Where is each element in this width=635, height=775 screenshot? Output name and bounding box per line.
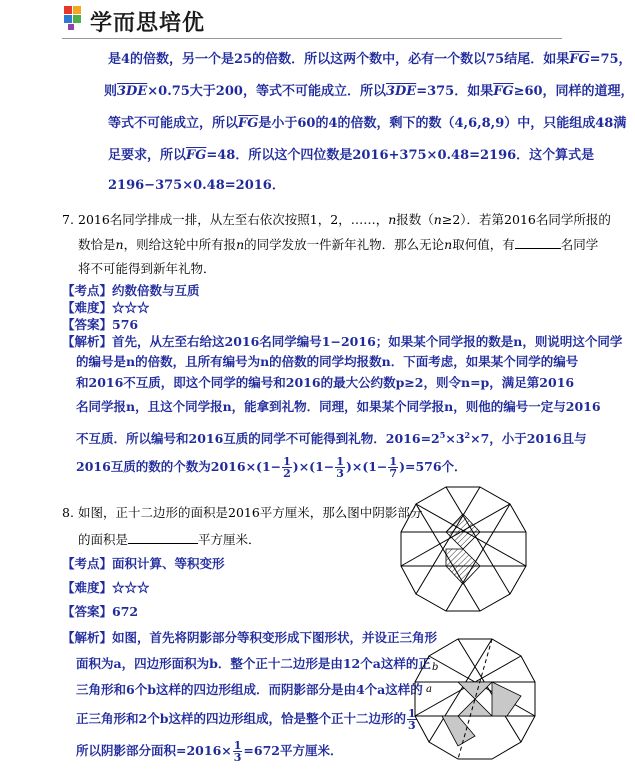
q7-difficulty: 【难度】☆☆☆ bbox=[62, 300, 150, 315]
q7-number: 7. bbox=[62, 212, 74, 227]
q8-number: 8. bbox=[62, 505, 74, 520]
fraction-1-2: $\frac{1}{2}$ bbox=[283, 455, 291, 480]
fraction-1-3: $\frac{1}{3}$ bbox=[407, 707, 416, 732]
label-a: a bbox=[426, 684, 432, 695]
prev-line-5: 2196−375×0.48=2016． bbox=[108, 178, 285, 193]
q7-analysis-6: 2016互质的数的个数为2016×(1− $\frac{1}{2}$ )×(1− $\frac{1}{3}$ )×(1− $\frac{1}{7}$ )=576个． bbox=[76, 455, 467, 480]
q7-analysis-2: 的编号是n的倍数，且所有编号为n的倍数的同学均报数n．下面考虑，如果某个同学的编号 bbox=[76, 354, 579, 369]
q7-line-1: 2016名同学排成一排，从左至右依次按照1，2，……，n报数（n≥2）．若第2016名同学所报的 bbox=[78, 212, 611, 227]
page-header bbox=[0, 0, 635, 42]
logo-icon bbox=[62, 4, 86, 32]
dodecagon-figure-2 bbox=[412, 636, 538, 762]
answer-blank[interactable] bbox=[515, 236, 561, 249]
answer-blank[interactable] bbox=[128, 531, 198, 544]
dodecagon-figure-1 bbox=[398, 484, 528, 614]
q8-topic: 【考点】面积计算、等积变形 bbox=[62, 556, 225, 571]
q7-line-3: 将不可能得到新年礼物． bbox=[78, 261, 216, 276]
q7-analysis-3: 和2016不互质，即这个同学的编号和2016的最大公约数p≥2，则令n=p，满足第2016 bbox=[76, 375, 575, 390]
q8-line-1: 如图，正十二边形的面积是2016平方厘米，那么图中阴影部分 bbox=[78, 505, 423, 520]
q8-analysis-1: 【解析】如图，首先将阴影部分等积变形成下图形状，并设正三角形 bbox=[62, 630, 438, 645]
q8-answer: 【答案】672 bbox=[62, 604, 139, 619]
q8-analysis-2: 面积为a，四边形面积为b．整个正十二边形是由12个a这样的正 bbox=[76, 656, 431, 671]
fraction-1-3: $\frac{1}{3}$ bbox=[336, 455, 344, 480]
label-b: b bbox=[432, 662, 439, 673]
fraction-1-7: $\frac{1}{7}$ bbox=[389, 455, 398, 480]
q8-difficulty: 【难度】☆☆☆ bbox=[62, 580, 150, 595]
q7-analysis-4: 名同学报n，且这个同学报n，能拿到礼物．同理，如果某个同学报n，则他的编号一定与2016 bbox=[76, 399, 601, 414]
fraction-1-3: $\frac{1}{3}$ bbox=[233, 739, 242, 764]
q7-topic: 【考点】约数倍数与互质 bbox=[62, 283, 200, 298]
q7-line-2: 数恰是n，则给这轮中所有报n的同学发放一件新年礼物．那么无论n取何值，有 名同学 bbox=[78, 237, 599, 252]
logo-text: 学而思培优 bbox=[90, 11, 206, 36]
q8-analysis-3: 三角形和6个b这样的四边形组成．而阴影部分是由4个a这样的 bbox=[76, 682, 423, 697]
prev-line-3: 等式不可能成立，所以$\overline{FG}$是小于60的4的倍数，剩下的数（4,6,8,9）中，只能组成48满 bbox=[108, 116, 627, 131]
q7-analysis-5: 不互质．所以编号和2016互质的同学不可能得到礼物．$2016=2^5\times 3^2\times 7$，小于2016且与 bbox=[76, 430, 587, 447]
header-rule bbox=[62, 38, 562, 39]
q8-line-2: 的面积是 平方厘米． bbox=[78, 532, 261, 547]
prev-line-4: 足要求，所以$\overline{FG}=48$．所以这个四位数是2016+375×0.48=2196．这个算式是 bbox=[108, 148, 595, 163]
prev-line-1: 是4的倍数，另一个是25的倍数．所以这两个数中，必有一个数以75结尾．如果$\overline{FG}=75$， bbox=[108, 52, 632, 67]
q7-analysis-1: 【解析】首先，从左至右给这2016名同学编号1−2016；如果某个同学报的数是n，则说明这个同学 bbox=[62, 334, 623, 349]
q7-answer: 【答案】576 bbox=[62, 317, 139, 332]
q8-analysis-5: 所以阴影部分面积=2016× $\frac{1}{3}$ =672平方厘米． bbox=[76, 739, 343, 764]
prev-line-2: 则3DE×0.75大于200，等式不可能成立．所以3DE=375．如果$\overline{FG}\ge 60$，同样的道理， bbox=[104, 84, 634, 99]
q8-analysis-4: 正三角形和2个b这样的四边形组成，恰是整个正十二边形的 $\frac{1}{3}$ bbox=[76, 707, 416, 732]
